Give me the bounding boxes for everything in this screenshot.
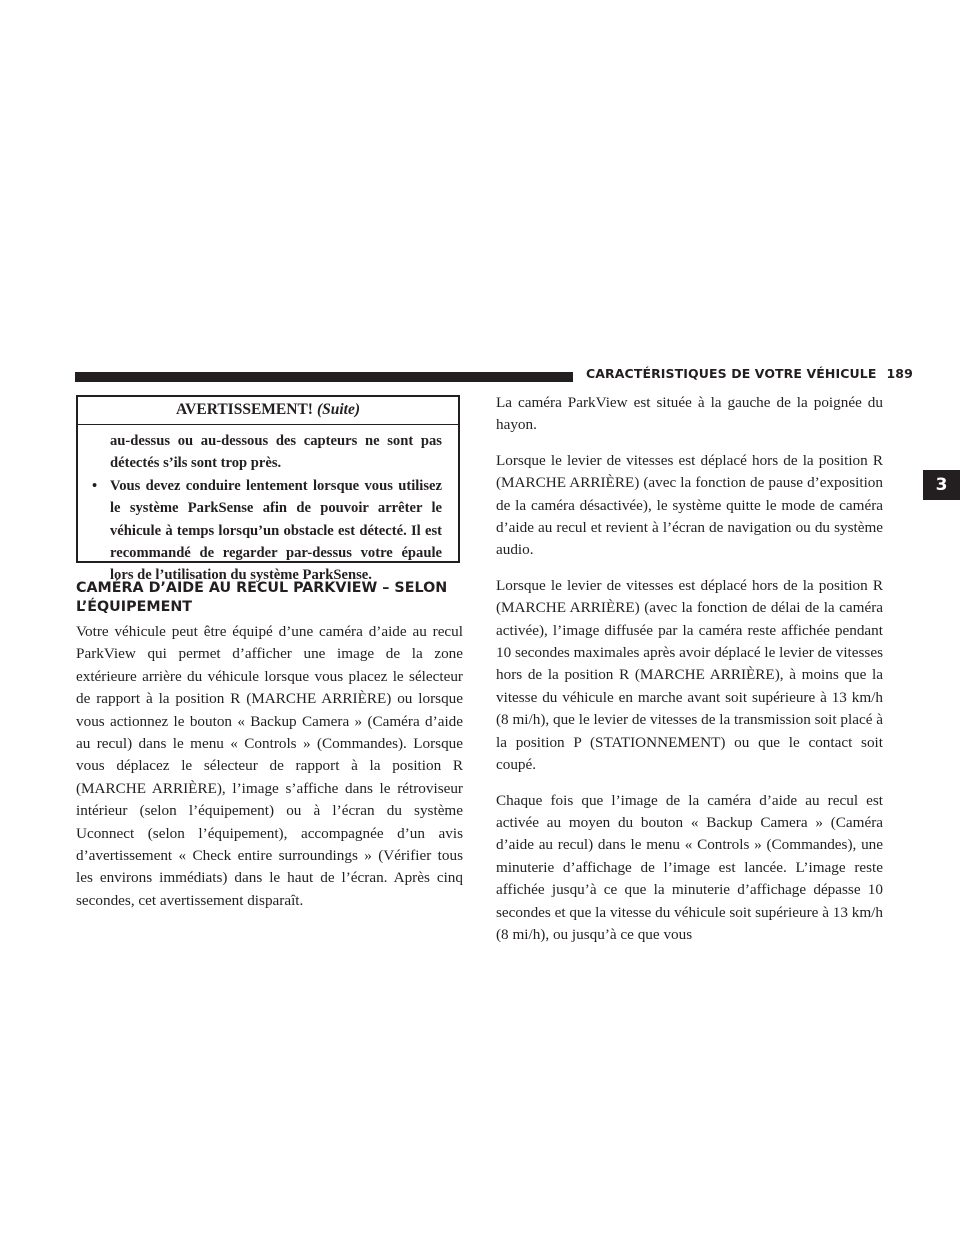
warning-body — [78, 425, 458, 587]
right-column — [496, 392, 883, 959]
header-section-title: CARACTÉRISTIQUES DE VOTRE VÉHICULE — [586, 366, 877, 381]
warning-bullet-item — [92, 475, 442, 587]
warning-box — [76, 395, 460, 584]
warning-title-label: AVERTISSEMENT! — [175, 401, 313, 418]
right-paragraph-2: Lorsque le levier de vitesses est déplacé hors de la position R (MARCHE ARRIÈRE) (avec la fonction de pause d’exposition de la caméra désactivée), le système quitte le mode de caméra d’aide au recul et revient à l’écran de navigation ou du système audio. — [496, 451, 883, 559]
right-paragraph-1: La caméra ParkView est située à la gauche de la poignée du hayon. — [496, 394, 883, 434]
bullet-icon: • — [92, 477, 98, 494]
right-paragraph-4: Chaque fois que l’image de la caméra d’aide au recul est activée au moyen du bouton « Backup Camera » (Caméra d’aide au recul) dans le menu « Controls » (Commandes), une minuterie d’affichage de l’image est lancée. L’image reste affichée jusqu’à ce que la minuterie d’affichage dépasse 10 secondes et que la vitesse du véhicule soit supérieure à 13 km/h (8 mi/h), ou jusqu’à ce que vous — [496, 791, 883, 943]
warning-title — [78, 397, 458, 425]
page-number: 189 — [886, 366, 913, 381]
warning-continuation: au-dessus ou au-dessous des capteurs ne sont pas détectés s’ils sont trop près. — [110, 433, 442, 472]
right-paragraph-3: Lorsque le levier de vitesses est déplacé hors de la position R (MARCHE ARRIÈRE) (avec la fonction de délai de la caméra activée), l’image diffusée par la caméra reste affichée pendant 10 secondes maximales après avoir déplacé le levier de vitesses hors de la position R (MARCHE ARRIÈRE), à moins que la vitesse du véhicule en marche avant soit supérieure à 13 km/h (8 mi/h), que le levier de vitesses de la transmission soit placé à la position P (STATIONNEMENT) ou que le contact soit coupé. — [496, 576, 883, 774]
left-paragraph: Votre véhicule peut être équipé d’une caméra d’aide au recul ParkView qui permet d’afficher une image de la zone extérieure arrière du véhicule lorsque vous placez le sélecteur de rapport à la position R (MARCHE ARRIÈRE) ou lorsque vous actionnez le bouton « Backup Camera » (Caméra d’aide au recul) dans le menu « Controls » (Commandes). Lorsque vous déplacez le sélecteur de rapport à la position R (MARCHE ARRIÈRE), l’image s’affiche dans le rétroviseur intérieur (selon l’équipement) ou à l’écran du système Uconnect (selon l’équipement), accompagnée d’un avis d’avertissement « Check entire surroundings » (Vérifier tous les environs immédiats) dans le haut de l’écran. Après cinq secondes, cet avertissement disparaît. — [76, 623, 463, 909]
warning-bullet-text: Vous devez conduire lentement lorsque vous utilisez le système ParkSense afin de pouvoir arrêter le véhicule à temps lorsqu’un obstacle est détecté. Il est recommandé de regarder par-dessus votre épaule lors de l’utilisation du système ParkSense. — [110, 477, 442, 584]
warning-title-suffix: (Suite) — [316, 401, 361, 418]
chapter-tab: 3 — [923, 470, 960, 500]
header-rule — [75, 372, 573, 382]
running-header — [586, 366, 913, 381]
section-heading: CAMÉRA D’AIDE AU RECUL PARKVIEW – SELON L’ÉQUIPEMENT — [76, 580, 448, 615]
